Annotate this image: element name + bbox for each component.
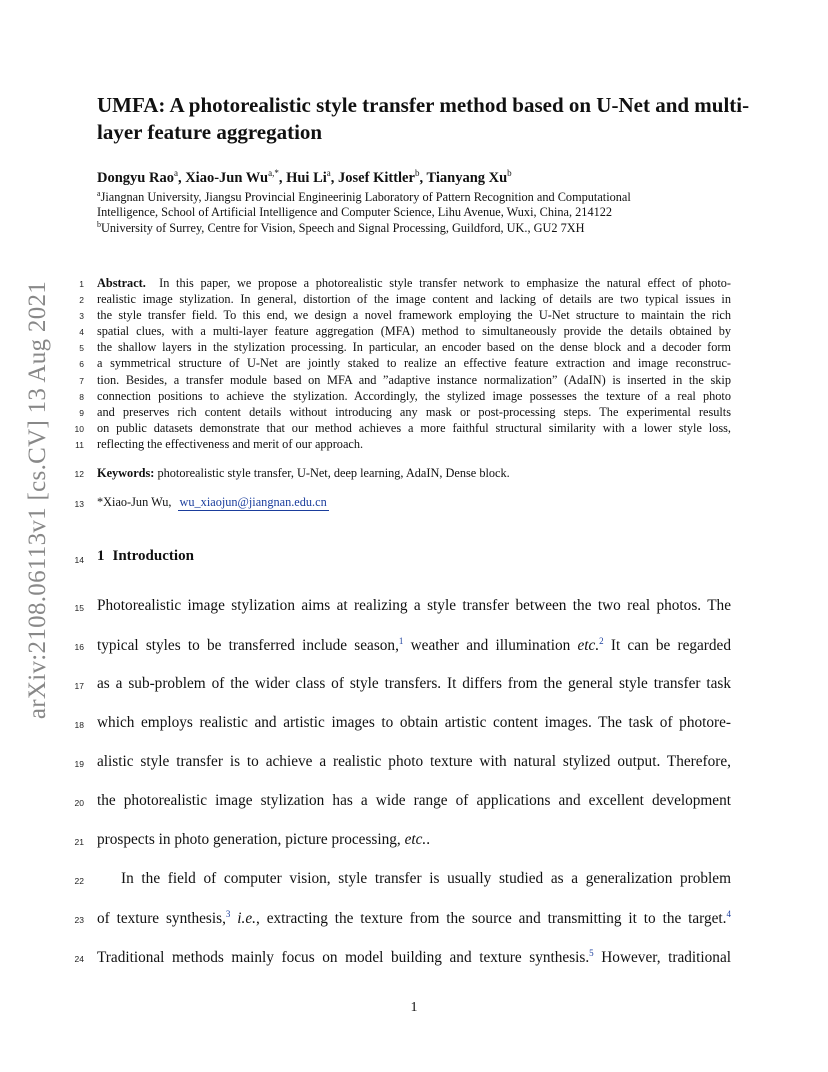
line-number: 17 — [74, 681, 84, 691]
line-number: 1 — [79, 279, 84, 289]
line-number: 7 — [79, 376, 84, 386]
line-number: 2 — [79, 295, 84, 305]
body-text-italic: etc. — [404, 831, 427, 848]
line-number: 16 — [74, 642, 84, 652]
line-number: 10 — [74, 424, 84, 434]
affiliation-text: University of Surrey, Centre for Vision, Speech and Signal Processing, Guildford, UK., GU2 7XH — [101, 221, 585, 236]
body-text: of texture synthesis, — [97, 910, 226, 928]
body-line — [97, 831, 731, 849]
section-title: Introduction — [112, 548, 194, 564]
line-number: 14 — [74, 555, 84, 565]
body-line — [97, 636, 731, 655]
body-text-italic: i.e. — [230, 910, 256, 928]
affiliation-mark: a — [97, 189, 101, 198]
correspondence — [97, 495, 731, 510]
section-heading — [97, 548, 194, 565]
citation-link[interactable]: 5 — [589, 948, 594, 958]
body-text-italic: etc. — [577, 637, 600, 655]
line-number: 22 — [74, 876, 84, 886]
body-text: Traditional methods mainly focus on model building and texture synthesis. — [97, 949, 590, 967]
arxiv-sidebar — [19, 240, 57, 760]
affiliation-mark: b — [97, 220, 101, 229]
body-line — [97, 948, 731, 967]
author-affiliation-mark: b — [507, 168, 512, 178]
line-number: 4 — [79, 327, 84, 337]
line-number: 24 — [74, 954, 84, 964]
body-text: However, traditional — [593, 949, 731, 967]
abstract-line: the shallow layers in the stylization processing. In particular, an encoder based on the dense block and a decoder form — [97, 340, 731, 354]
affiliation-a-cont — [97, 205, 612, 220]
keywords-text: photorealistic style transfer, U-Net, deep learning, AdaIN, Dense block. — [157, 466, 510, 480]
line-number: 9 — [79, 408, 84, 418]
corresponding-author: *Xiao-Jun Wu, — [97, 495, 172, 509]
body-line: alistic style transfer is to achieve a realistic photo texture with natural stylized output. Therefore, — [97, 753, 731, 770]
line-number: 6 — [79, 359, 84, 369]
line-number: 20 — [74, 798, 84, 808]
abstract-line — [97, 276, 731, 291]
abstract-line: a symmetrical structure of U-Net are jointly staked to realize an effective feature extraction and image reconstruc- — [97, 356, 731, 370]
line-number: 15 — [74, 603, 84, 613]
line-number: 8 — [79, 392, 84, 402]
line-number: 3 — [79, 311, 84, 321]
email-link[interactable]: wu_xiaojun@jiangnan.edu.cn — [179, 495, 327, 509]
affiliation-b — [97, 220, 585, 236]
body-line: Photorealistic image stylization aims at realizing a style transfer between the two real photos. The — [97, 597, 731, 614]
line-number: 18 — [74, 720, 84, 730]
author-name: Dongyu Rao — [97, 169, 174, 186]
abstract-line: realistic image stylization. In general, distortion of the image content and lacking of details are two typical issues in — [97, 292, 731, 306]
abstract-label: Abstract. — [97, 276, 146, 290]
affiliation-a — [97, 189, 631, 205]
body-line — [97, 909, 731, 928]
body-line: as a sub-problem of the wider class of style transfers. It differs from the general style transfer task — [97, 675, 731, 692]
affiliation-text: Intelligence, School of Artificial Intelligence and Computer Science, Lihu Avenue, Wuxi, China, 214122 — [97, 205, 613, 219]
body-line: In the field of computer vision, style transfer is usually studied as a generalization problem — [121, 870, 731, 887]
line-number: 5 — [79, 343, 84, 353]
abstract-text: In this paper, we propose a photorealistic style transfer network to emphasize the natural effect of photo- — [159, 276, 731, 290]
line-number: 12 — [74, 469, 84, 479]
body-text: , extracting the texture from the source and transmitting it to the target. — [255, 910, 727, 928]
affiliation-text: Jiangnan University, Jiangsu Provincial Engineerinig Laboratory of Pattern Recognition and Computational — [100, 190, 631, 205]
abstract-line: on public datasets demonstrate that our method achieves a more faithful structural similarity with a lower style loss, — [97, 421, 731, 435]
keywords — [97, 466, 731, 481]
body-text: weather and illumination — [403, 637, 578, 655]
body-text: typical styles to be transferred include season, — [97, 637, 399, 655]
line-number: 21 — [74, 837, 84, 847]
line-number: 13 — [74, 499, 84, 509]
abstract-line: and preserves rich content details without introducing any mask or post-processing steps. The experimental results — [97, 405, 731, 419]
author-affiliation-mark: b — [414, 168, 420, 178]
author-name: Xiao-Jun Wu — [185, 169, 269, 186]
line-number: 23 — [74, 915, 84, 925]
abstract-line: the style transfer field. To this end, we design a novel framework employing the U-Net structure to maintain the rich — [97, 308, 731, 322]
page-number: 1 — [410, 1000, 418, 1015]
author-name: Josef Kittler — [338, 169, 415, 186]
author-affiliation-mark: a — [326, 168, 331, 178]
citation-link[interactable]: 4 — [726, 909, 732, 919]
author-affiliation-mark: a,* — [268, 168, 279, 178]
abstract-line: tion. Besides, a transfer module based on MFA and ”adaptive instance normalization” (AdaIN) is inserted in the skip — [97, 373, 731, 387]
line-number: 11 — [75, 440, 84, 450]
citation-link[interactable]: 1 — [398, 636, 404, 646]
author-name: Hui Li — [286, 169, 327, 186]
citation-link[interactable]: 3 — [225, 909, 231, 919]
abstract-line: spatial clues, with a multi-layer feature aggregation (MFA) method to simultaneously provide the details obtained by — [97, 324, 731, 338]
body-line: the photorealistic image stylization has a wide range of applications and excellent development — [97, 792, 731, 809]
keywords-label: Keywords: — [97, 466, 155, 480]
body-line: which employs realistic and artistic images to obtain artistic content images. The task of photore- — [97, 714, 731, 731]
author-list: Dongyu Rao$^a$, Xiao-Jun $Wu^{a,*}$, Hui Li$^a$, Josef Kittler$^b$, Tianyang Xu$^b$ — [97, 168, 512, 186]
abstract-line: connection positions to achieve the stylization. Accordingly, the stylized image possesses the texture of a real photo — [97, 389, 731, 403]
arxiv-identifier: arXiv:2108.06113v1 [cs.CV] 13 Aug 2021 — [24, 280, 51, 720]
body-text: It can be regarded — [603, 637, 731, 655]
section-number: 1 — [97, 548, 105, 564]
author-affiliation-mark: a — [173, 168, 178, 178]
line-number: 19 — [74, 759, 84, 769]
abstract-line: reflecting the effectiveness and merit of our approach. — [97, 437, 364, 451]
body-text: . — [426, 831, 431, 848]
citation-link[interactable]: 2 — [599, 636, 604, 646]
author-name: Tianyang Xu — [426, 169, 508, 186]
body-text: prospects in photo generation, picture processing, — [97, 831, 405, 848]
paper-title: UMFA: A photorealistic style transfer method based on U-Net and multi-layer feature aggregation — [97, 93, 750, 144]
